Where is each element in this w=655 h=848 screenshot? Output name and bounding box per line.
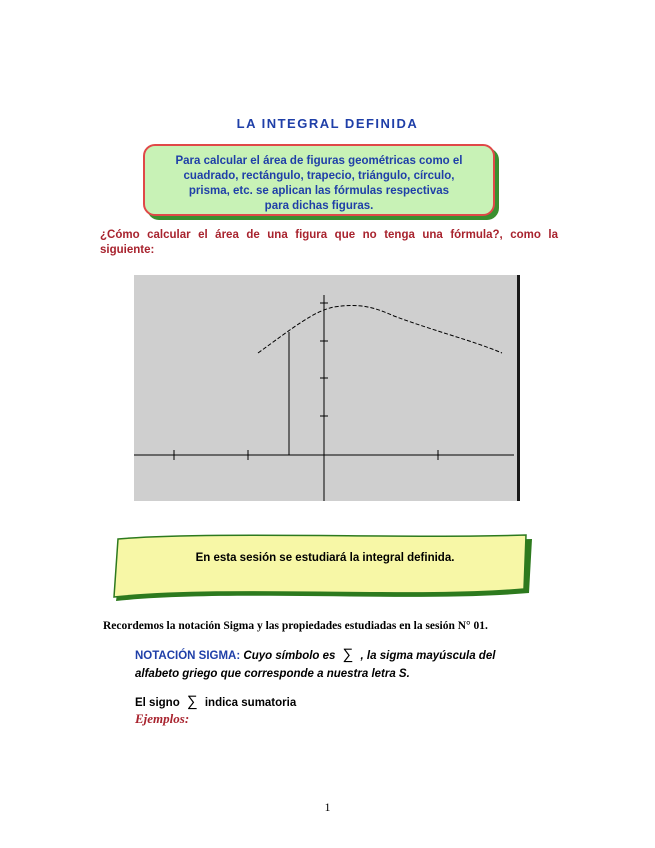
- examples-heading: Ejemplos:: [135, 711, 190, 726]
- sign-text-before: El signo: [135, 697, 180, 709]
- banner-shape: [114, 535, 526, 597]
- intro-line: para dichas figuras.: [264, 200, 374, 212]
- graph-edge: [517, 275, 520, 501]
- banner-svg: [112, 533, 538, 609]
- sigma-symbol-icon: ∑: [342, 646, 354, 663]
- sign-line: [135, 693, 296, 710]
- sigma-heading: NOTACIÓN SIGMA:: [135, 650, 241, 662]
- session-note-banner: [112, 533, 538, 609]
- intro-callout: [143, 144, 495, 216]
- question-text: ¿Cómo calcular el área de una figura que no tenga una fórmula?, como la siguiente:: [100, 229, 558, 256]
- intro-line: cuadrado, rectángulo, trapecio, triángulo, círculo,: [183, 170, 455, 182]
- graph-svg: [134, 275, 520, 501]
- sigma-paragraph: [135, 646, 535, 683]
- sign-text-after: indica sumatoria: [204, 697, 297, 709]
- sigma-text-after: , la sigma mayúscula del alfabeto griego que corresponde a nuestra letra S.: [135, 650, 496, 680]
- recall-text: Recordemos la notación Sigma y las propiedades estudiadas en la sesión N° 01.: [103, 620, 488, 632]
- page-title: LA INTEGRAL DEFINIDA: [236, 116, 419, 131]
- session-note-text: En esta sesión se estudiará la integral definida.: [195, 552, 455, 564]
- intro-line: Para calcular el área de figuras geométricas como el: [175, 155, 463, 167]
- intro-line: prisma, etc. se aplican las fórmulas respectivas: [188, 185, 450, 197]
- page-number: 1: [324, 800, 331, 814]
- function-graph: [134, 275, 520, 501]
- sigma-text-before: Cuyo símbolo es: [243, 650, 336, 662]
- sigma-symbol-icon: ∑: [186, 693, 198, 710]
